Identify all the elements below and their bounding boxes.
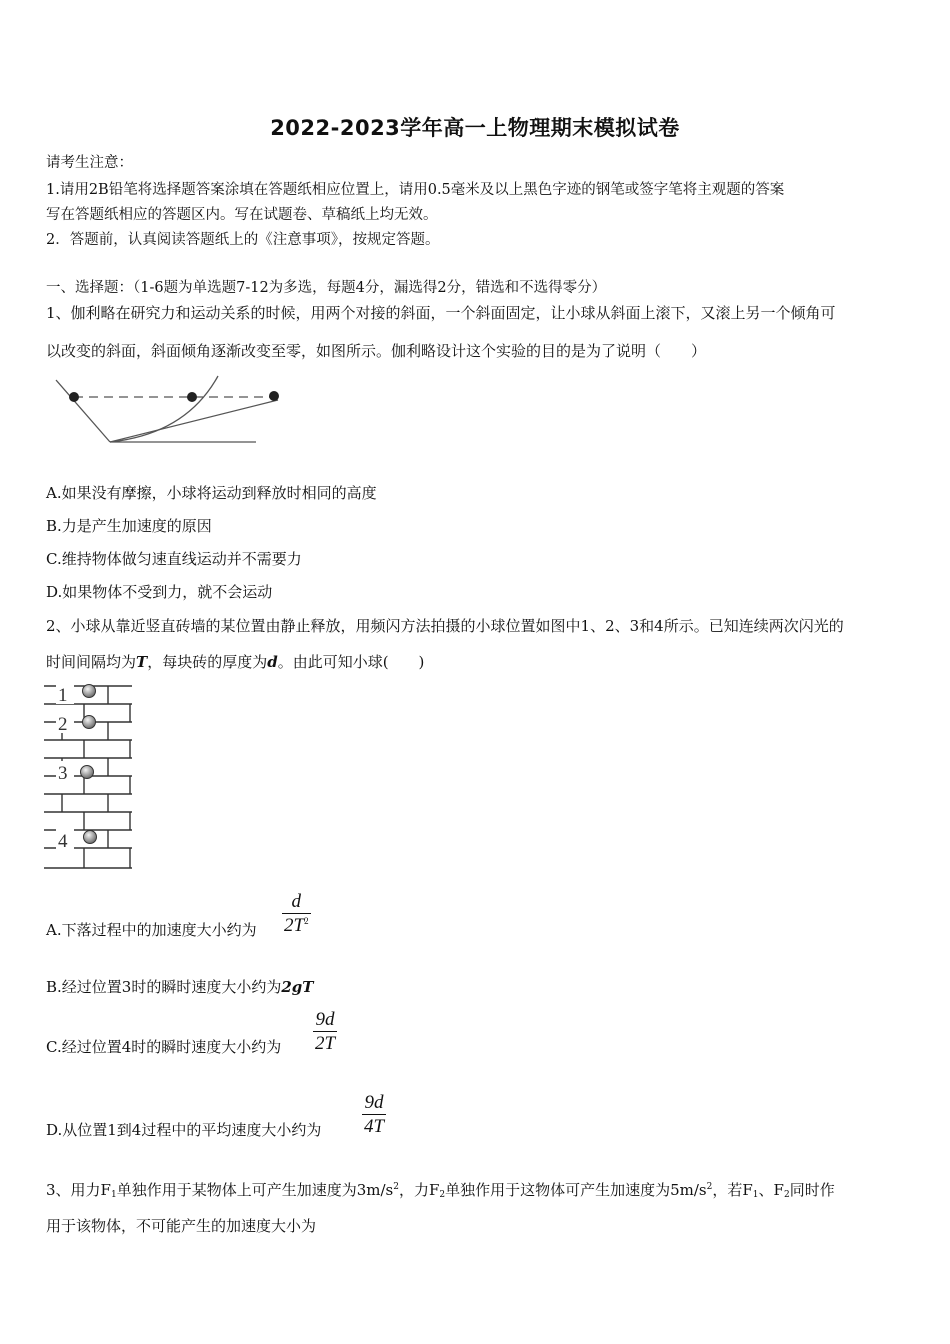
ball-position-4	[84, 831, 97, 844]
page-title: 2022-2023学年高一上物理期末模拟试卷	[270, 116, 680, 140]
q2-option-a-fraction: $\frac{d}{2T^2}$	[284, 891, 309, 936]
q3-stem-line-1: 3、用力$F_1$单独作用于某物体上可产生加速度为$3m/s^2$，力$F_2$单独作用于这物体可产生加速度为$5m/s^2$，若$F_1$、$F_2$同时作	[46, 1181, 835, 1200]
ball-label-1: 1	[58, 685, 68, 706]
q2-option-c-fraction: $\frac{9d}{2T}$	[315, 1009, 336, 1054]
notice-heading: 请考生注意：	[46, 155, 133, 171]
q2-option-b[interactable]: B.经过位置3时的瞬时速度大小约为2gT	[46, 978, 314, 996]
q2-option-d[interactable]: D.从位置1到4过程中的平均速度大小约为	[46, 1121, 322, 1139]
notice-line-2: 写在答题纸相应的答题区内。写在试题卷、草稿纸上均无效。	[46, 207, 438, 223]
q3-stem-line-2: 用于该物体，不可能产生的加速度大小为	[46, 1217, 317, 1235]
notice-line-1: 1.请用2B铅笔将选择题答案涂填在答题纸相应位置上，请用0.5毫米及以上黑色字迹的钢笔或签字笔将主观题的答案	[46, 182, 785, 198]
ball-position-1	[83, 685, 96, 698]
q2-option-c[interactable]: C.经过位置4时的瞬时速度大小约为	[46, 1038, 282, 1056]
q1-option-a[interactable]: A.如果没有摩擦，小球将运动到释放时相同的高度	[46, 484, 377, 502]
section-heading: 一、选择题：（1-6题为单选题7-12为多选，每题4分，漏选得2分，错选和不选得零分）	[46, 280, 607, 296]
curved-incline	[110, 376, 218, 442]
ball-position-2	[83, 716, 96, 729]
q1-stem-line-2: 以改变的斜面，斜面倾角逐渐改变至零，如图所示。伽利略设计这个实验的目的是为了说明（ ）	[46, 342, 707, 360]
q2-stem-line-2: 时间间隔均为T，每块砖的厚度为d。由此可知小球( )	[46, 653, 425, 671]
fixed-incline	[56, 380, 110, 442]
q2-brick-wall-figure	[44, 682, 136, 874]
ball-position-3	[81, 766, 94, 779]
ball-end	[269, 391, 279, 401]
q1-option-b[interactable]: B.力是产生加速度的原因	[46, 517, 212, 535]
notice-line-3: 2．答题前，认真阅读答题纸上的《注意事项》，按规定答题。	[46, 232, 440, 248]
ball-label-2: 2	[58, 714, 68, 735]
ball-label-4: 4	[58, 831, 68, 852]
q2-stem-line-1: 2、小球从靠近竖直砖墙的某位置由静止释放，用频闪方法拍摄的小球位置如图中1、2、3和4所示。已知连续两次闪光的	[46, 617, 844, 635]
q1-stem-line-1: 1、伽利略在研究力和运动关系的时候，用两个对接的斜面，一个斜面固定，让小球从斜面上滚下，又滚上另一个倾角可	[46, 304, 836, 322]
q1-incline-figure	[46, 372, 286, 452]
ball-mid	[187, 392, 197, 402]
q2-option-d-fraction: $\frac{9d}{4T}$	[364, 1092, 385, 1137]
q2-option-a[interactable]: A.下落过程中的加速度大小约为	[46, 921, 257, 939]
ball-label-3: 3	[58, 763, 68, 784]
q1-option-c[interactable]: C.维持物体做匀速直线运动并不需要力	[46, 550, 302, 568]
q1-option-d[interactable]: D.如果物体不受到力，就不会运动	[46, 583, 273, 601]
ball-start	[69, 392, 79, 402]
